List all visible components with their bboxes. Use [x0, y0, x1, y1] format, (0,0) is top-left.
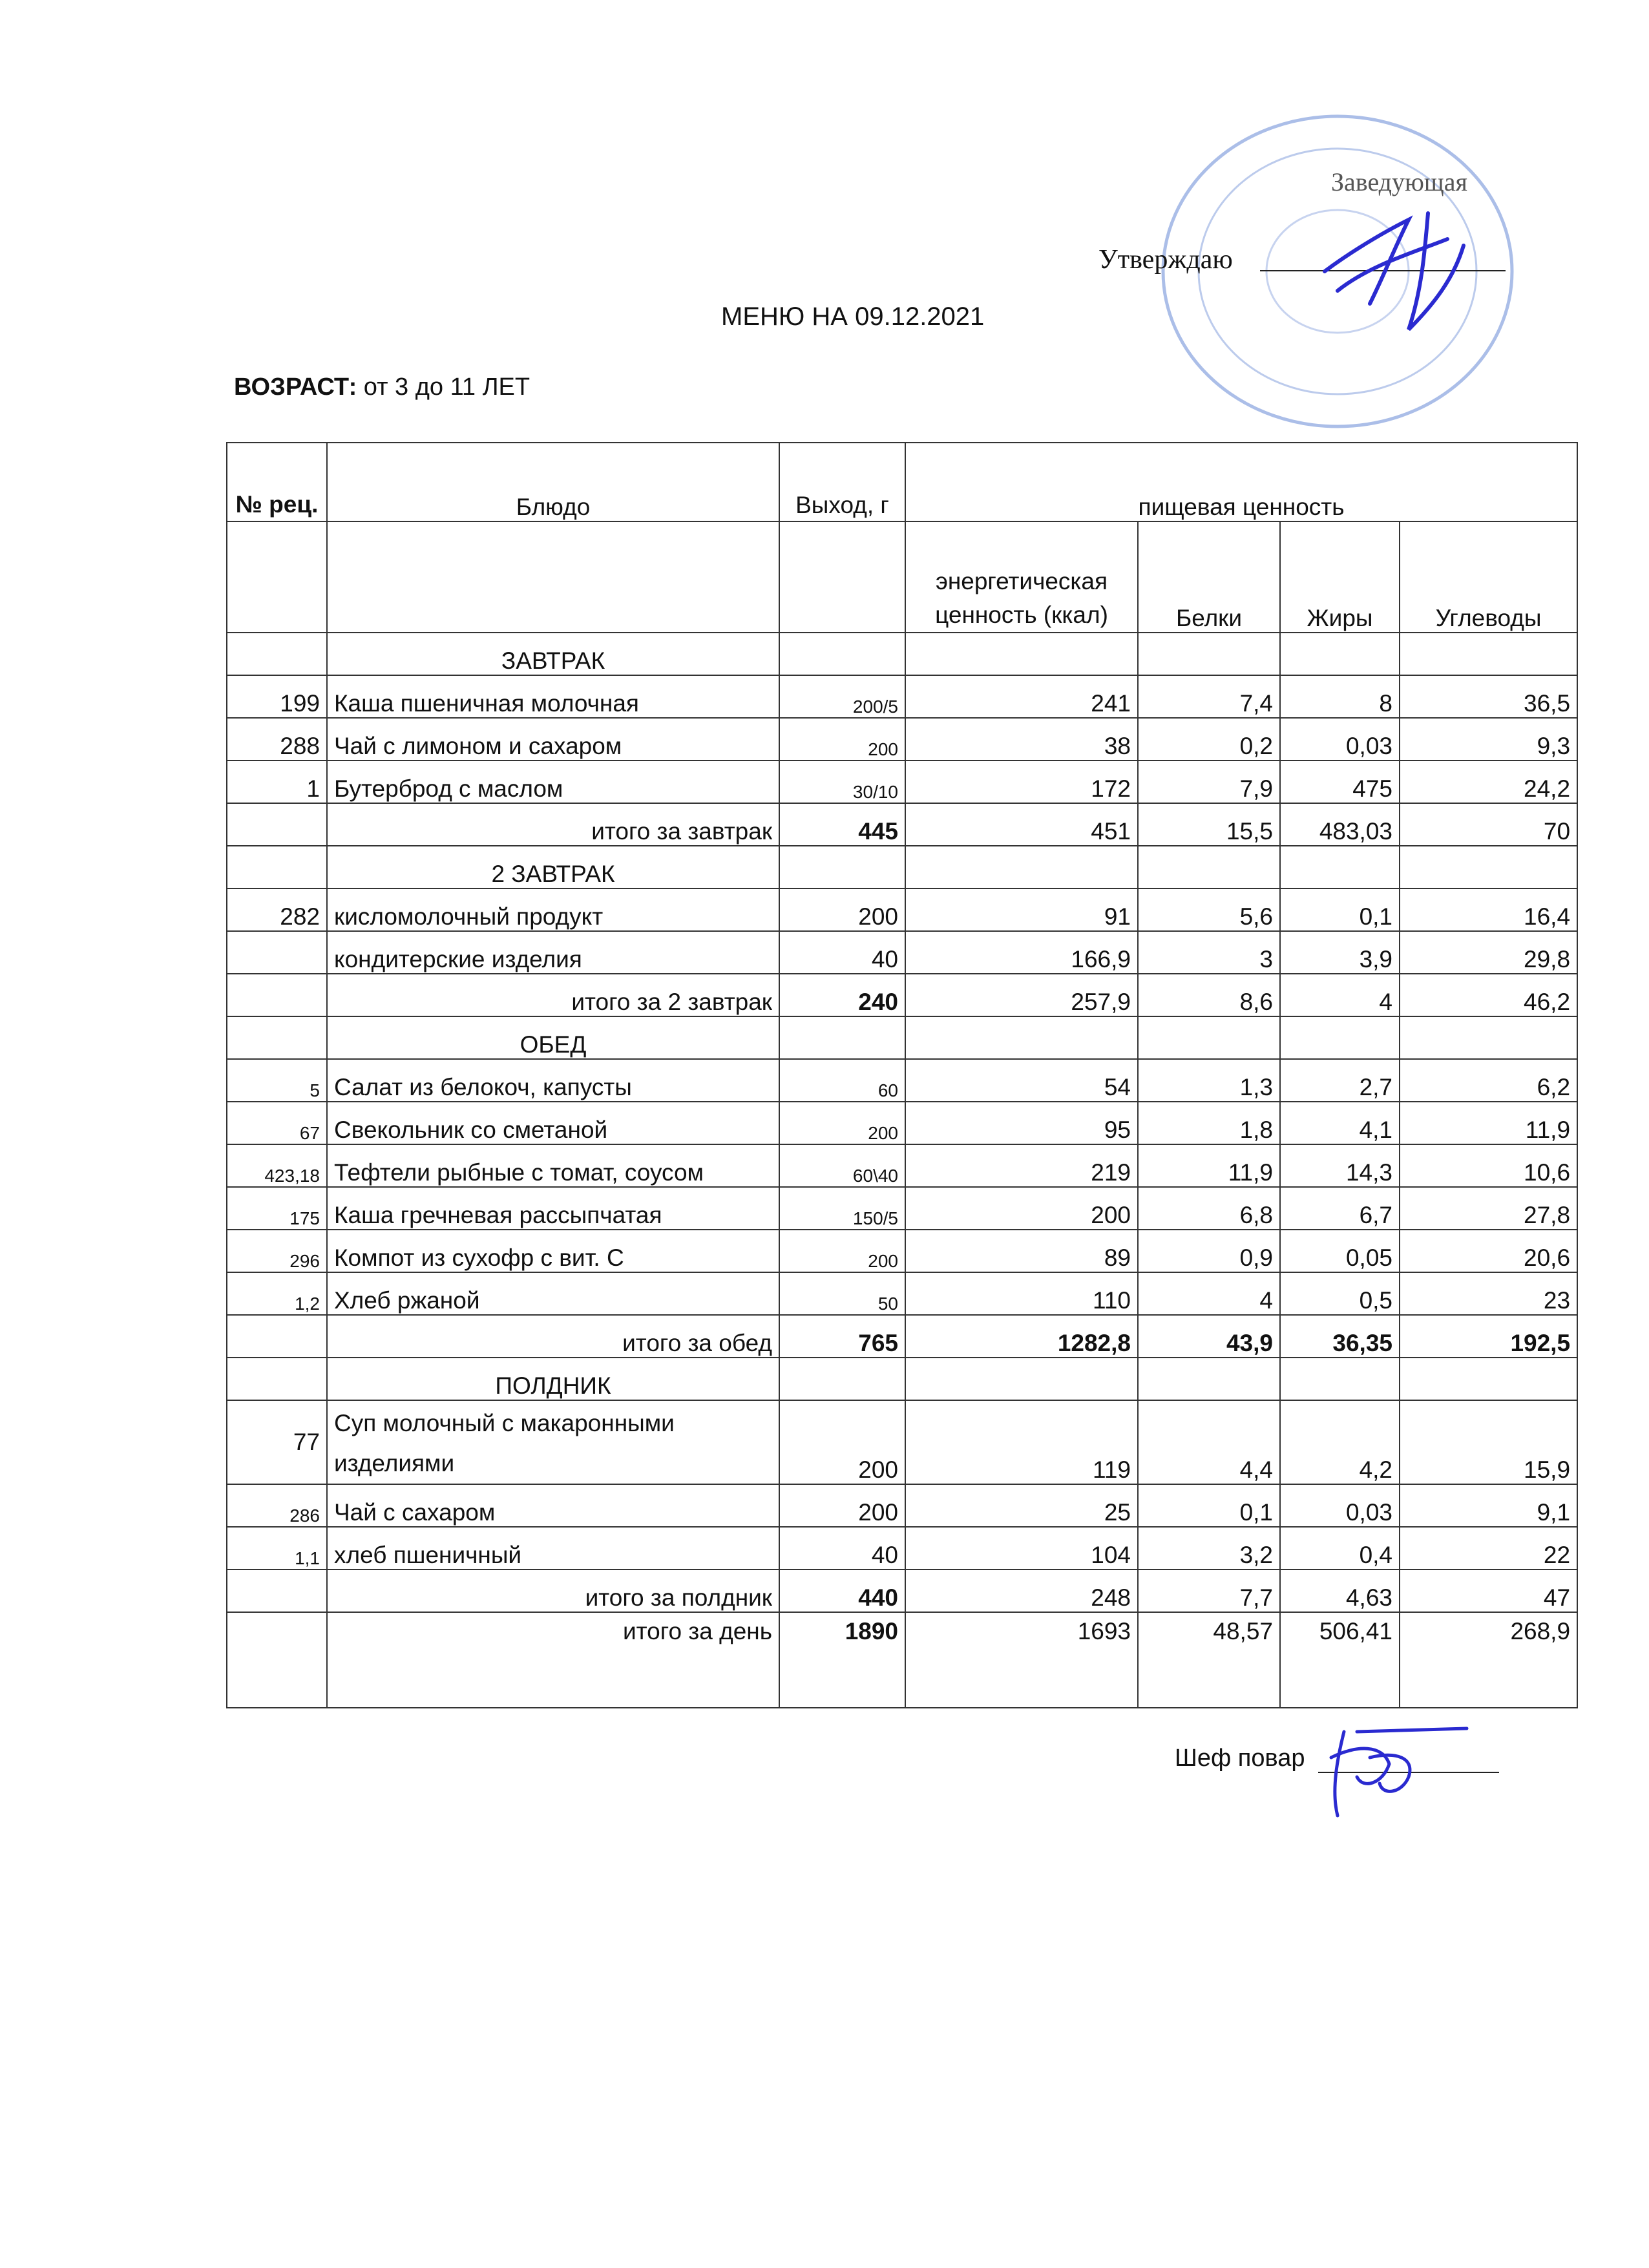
age-line: [234, 373, 530, 401]
table-row: 423,18 Тефтели рыбные с томат, соусом 60\40 219 11,9 14,3 10,6: [227, 1144, 1577, 1187]
header-output: Выход, г: [779, 443, 905, 521]
table-row: 77 Суп молочный с макаронными изделиями 200 119 4,4 4,2 15,9: [227, 1400, 1577, 1484]
total-row: итого за обед 765 1282,8 43,9 36,35 192,5: [227, 1315, 1577, 1358]
day-total-row: итого за день 1890 1693 48,57 506,41 268,9: [227, 1612, 1577, 1708]
approval-label: Утверждаю: [1098, 245, 1233, 275]
table-row: 1,2 Хлеб ржаной 50 110 4 0,5 23: [227, 1272, 1577, 1315]
section-row: [227, 1358, 1577, 1400]
table-row: 175 Каша гречневая рассыпчатая 150/5 200 6,8 6,7 27,8: [227, 1187, 1577, 1230]
table-row: 286 Чай с сахаром 200 25 0,1 0,03 9,1: [227, 1484, 1577, 1527]
section-row: [227, 846, 1577, 888]
age-label: ВОЗРАСТ:: [234, 373, 357, 401]
table-row: 67 Свекольник со сметаной 200 95 1,8 4,1 11,9: [227, 1102, 1577, 1144]
header-protein: Белки: [1138, 521, 1280, 633]
header-energy: энергетическая ценность (ккал): [905, 521, 1138, 633]
table-row: 5 Салат из белокоч, капусты 60 54 1,3 2,7 6,2: [227, 1059, 1577, 1102]
table-row: 296 Компот из сухофр с вит. С 200 89 0,9 0,05 20,6: [227, 1230, 1577, 1272]
section-breakfast: ЗАВТРАК: [327, 633, 779, 675]
table-row: 1 Бутерброд с маслом 30/10 172 7,9 475 24,2: [227, 761, 1577, 803]
section-breakfast2: 2 ЗАВТРАК: [327, 846, 779, 888]
director-signature-icon: [1312, 194, 1480, 342]
section-snack: ПОЛДНИК: [327, 1358, 779, 1400]
chef-label: Шеф повар: [1175, 1745, 1305, 1772]
document-title: МЕНЮ НА 09.12.2021: [721, 302, 985, 331]
table-row: 199 Каша пшеничная молочная 200/5 241 7,4 8 36,5: [227, 675, 1577, 718]
header-num: № рец.: [227, 443, 327, 521]
table-row: 1,1 хлеб пшеничный 40 104 3,2 0,4 22: [227, 1527, 1577, 1570]
total-row: итого за завтрак 445 451 15,5 483,03 70: [227, 803, 1577, 846]
header-carbs: Углеводы: [1400, 521, 1577, 633]
section-row: [227, 633, 1577, 675]
section-lunch: ОБЕД: [327, 1016, 779, 1059]
header-dish: Блюдо: [327, 443, 779, 521]
chef-signature-icon: [1318, 1719, 1473, 1822]
header-nutrition: пищевая ценность: [905, 443, 1577, 521]
menu-table: [226, 442, 1578, 1708]
approval-position: Заведующая: [1331, 167, 1467, 196]
table-row: кондитерские изделия 40 166,9 3 3,9 29,8: [227, 931, 1577, 974]
subheader-row: [227, 521, 1577, 633]
total-row: итого за полдник 440 248 7,7 4,63 47: [227, 1570, 1577, 1612]
table-row: 288 Чай с лимоном и сахаром 200 38 0,2 0,03 9,3: [227, 718, 1577, 761]
total-row: итого за 2 завтрак 240 257,9 8,6 4 46,2: [227, 974, 1577, 1016]
header-fat: Жиры: [1280, 521, 1400, 633]
age-value: от 3 до 11 ЛЕТ: [363, 373, 530, 401]
table-row: 282 кисломолочный продукт 200 91 5,6 0,1 16,4: [227, 888, 1577, 931]
header-row: [227, 443, 1577, 521]
section-row: [227, 1016, 1577, 1059]
